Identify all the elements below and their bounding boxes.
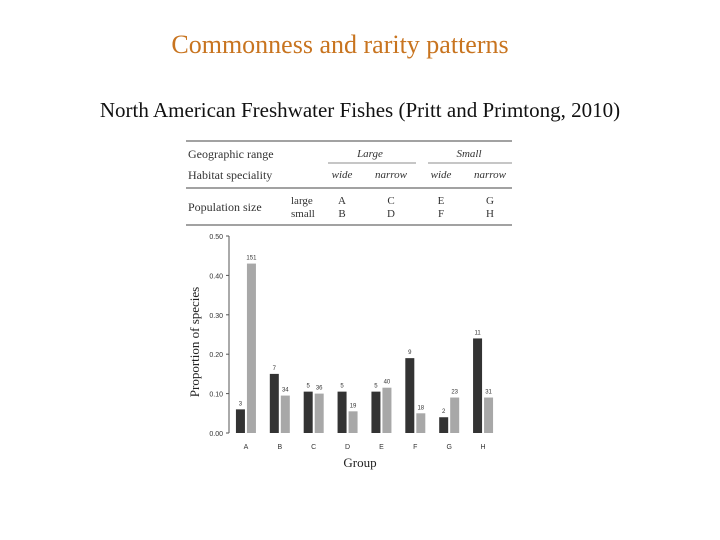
data-label: 2 (442, 409, 446, 416)
x-tick-label: D (345, 444, 351, 451)
data-label: 7 (272, 365, 276, 372)
y-tick-label: 0.10 (209, 391, 223, 399)
row-label-habitat-speciality: Habitat speciality (188, 168, 273, 182)
y-tick-label: 0.00 (209, 431, 223, 438)
cell-B: B (338, 208, 346, 220)
bar-D-light (349, 411, 358, 433)
data-label: 34 (281, 387, 289, 394)
bar-chart (187, 234, 493, 470)
bar-B-light (281, 396, 290, 433)
row-label-population-size: Population size (188, 200, 262, 214)
data-label: 9 (408, 350, 412, 357)
bar-E-light (382, 388, 391, 433)
sublabel-small: small (291, 208, 315, 220)
axes (209, 234, 229, 438)
cell-wide-2: wide (430, 169, 452, 181)
y-tick-label: 0.30 (209, 312, 223, 320)
y-tick-label: 0.40 (209, 273, 223, 281)
bar-F-light (416, 413, 425, 433)
data-label: 36 (315, 385, 323, 392)
data-label: 5 (374, 383, 378, 390)
x-tick-label: E (379, 444, 384, 451)
data-label: 18 (417, 405, 425, 412)
row-label-geographic-range: Geographic range (188, 147, 274, 161)
bar-B-dark (270, 374, 279, 433)
sublabel-large: large (291, 195, 313, 207)
cell-F: F (437, 208, 445, 220)
cell-wide-1: wide (331, 169, 353, 181)
y-tick-label: 0.20 (209, 352, 223, 360)
cell-narrow-2: narrow (474, 169, 506, 181)
x-tick-label: F (413, 444, 418, 451)
cell-small: Small (456, 148, 482, 160)
x-tick-label: A (243, 444, 249, 451)
cell-C: C (387, 195, 395, 207)
bar-G-light (450, 398, 459, 433)
x-tick-label: H (480, 444, 486, 451)
bar-E-dark (371, 392, 380, 433)
y-tick-label: 0.50 (209, 234, 223, 241)
x-tick-label: G (446, 444, 452, 451)
bar-C-light (315, 394, 324, 433)
x-tick-label: B (277, 444, 283, 451)
cell-D: D (387, 208, 395, 220)
cell-large: Large (357, 148, 383, 160)
legend-table (186, 141, 512, 225)
bar-D-dark (338, 392, 347, 433)
data-label: 5 (340, 383, 344, 390)
y-axis-label: Proportion of species (187, 286, 202, 398)
data-label: 3 (238, 401, 243, 408)
cell-A: A (338, 195, 346, 207)
cell-G: G (486, 195, 494, 207)
data-label: 11 (474, 330, 481, 337)
bar-G-dark (439, 417, 448, 433)
slide-title: Commonness and rarity patterns (171, 30, 509, 59)
slide-subtitle: North American Freshwater Fishes (Pritt and Primtong, 2010) (99, 98, 621, 122)
cell-H: H (486, 208, 494, 220)
data-label: 5 (306, 383, 310, 390)
data-label: 23 (451, 389, 459, 396)
data-label: 40 (383, 379, 391, 386)
x-axis-label: Group (343, 455, 377, 470)
cell-E: E (437, 195, 445, 207)
bar-F-dark (405, 358, 414, 433)
bar-C-dark (304, 392, 313, 433)
bar-A-light (247, 264, 256, 433)
data-label: 19 (349, 403, 357, 410)
bar-H-dark (473, 338, 482, 433)
cell-narrow-1: narrow (375, 169, 407, 181)
x-tick-label: C (311, 444, 317, 451)
data-label: 31 (485, 389, 492, 396)
bars (236, 256, 493, 451)
data-label: 151 (246, 255, 257, 262)
bar-H-light (484, 398, 493, 433)
bar-A-dark (236, 409, 245, 433)
